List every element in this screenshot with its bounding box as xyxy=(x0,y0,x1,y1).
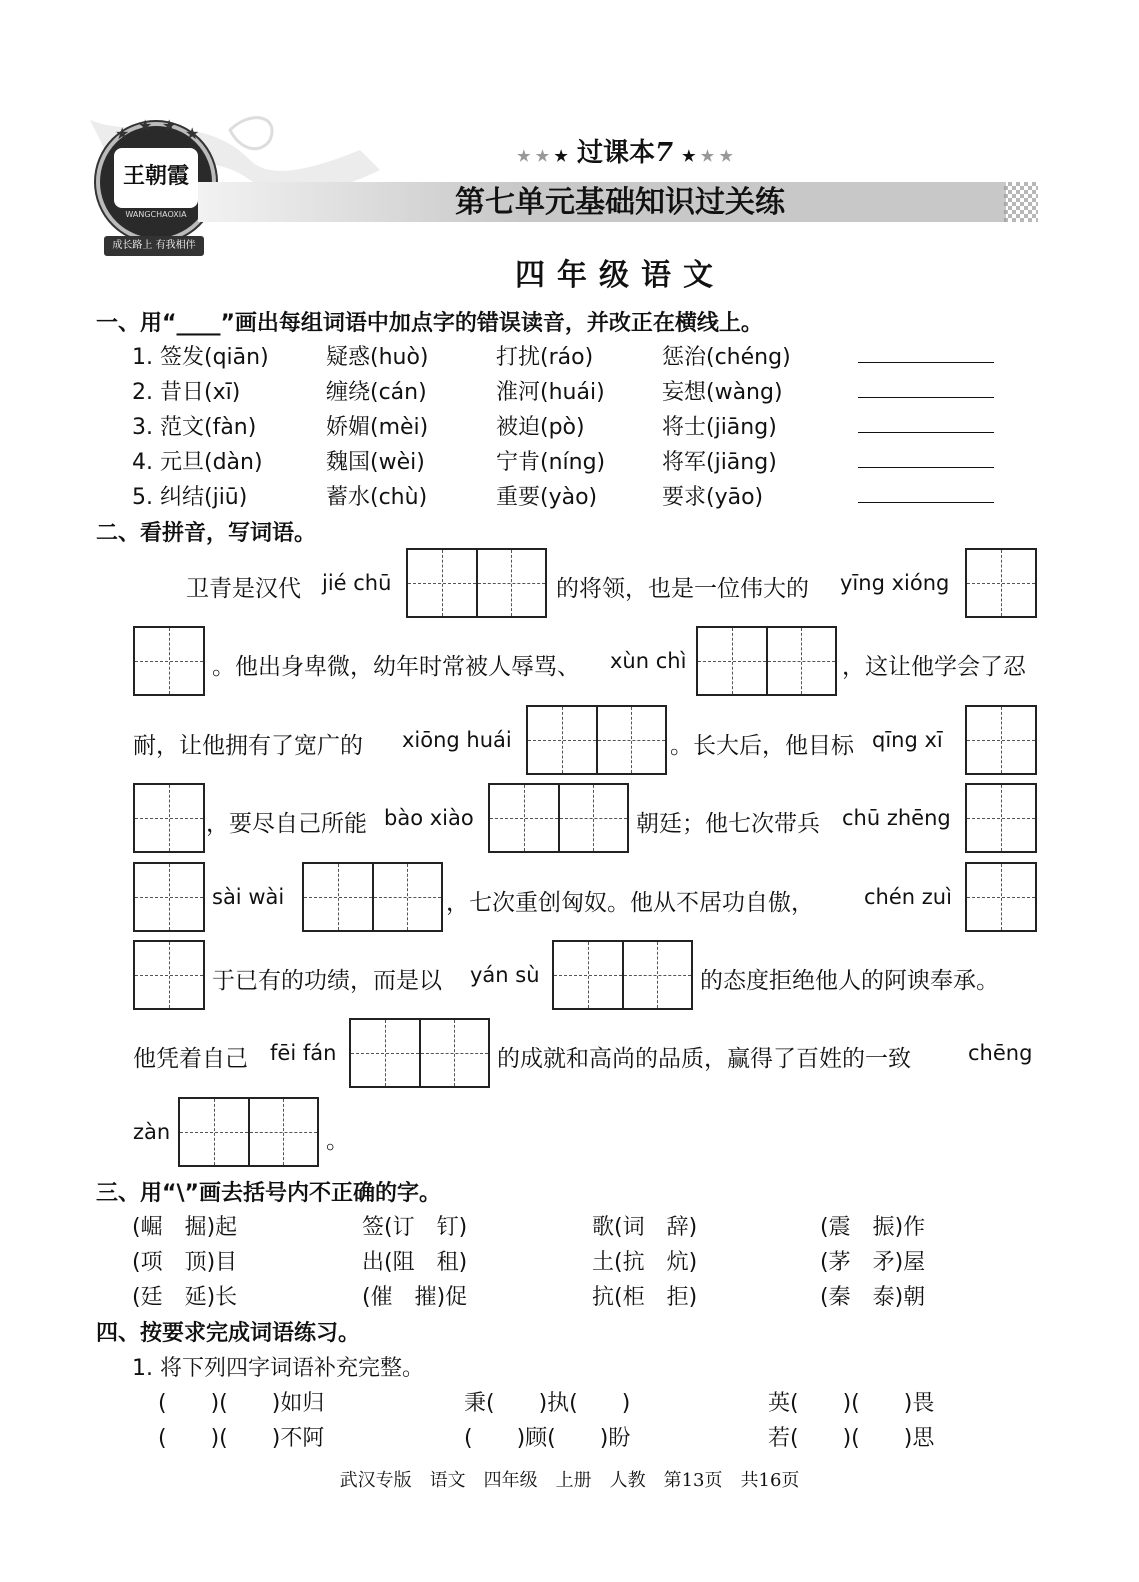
list-item: 秉( )执( ) xyxy=(464,1391,631,1416)
star-icon: ★ xyxy=(185,124,200,143)
list-item: 蓄水(chù) xyxy=(326,485,428,510)
section4-heading: 四、按要求完成词语练习。 xyxy=(96,1321,361,1346)
list-item: 3. 范文(fàn) xyxy=(132,415,257,440)
pinyin: qīng xī xyxy=(872,728,943,752)
passage-text: 的成就和高尚的品质，赢得了百姓的一致 xyxy=(497,1046,911,1072)
list-item: 重要(yào) xyxy=(496,485,598,510)
star-icon: ★ ★ xyxy=(695,147,733,165)
list-item: ( )( )不阿 xyxy=(158,1426,325,1451)
list-item: 淮河(huái) xyxy=(496,380,605,405)
writing-grid[interactable] xyxy=(965,705,1037,775)
list-item: (茅 矛)屋 xyxy=(820,1250,926,1275)
section3-heading: 三、用“\”画去括号内不正确的字。 xyxy=(96,1181,441,1206)
writing-grid[interactable] xyxy=(965,862,1037,932)
list-item: 若( )( )思 xyxy=(768,1426,935,1451)
writing-grid[interactable] xyxy=(406,548,547,618)
writing-grid[interactable] xyxy=(133,862,205,932)
writing-grid[interactable] xyxy=(526,705,667,775)
passage-text: ，七次重创匈奴。他从不居功自傲， xyxy=(446,890,814,916)
list-item: ( )( )如归 xyxy=(158,1391,325,1416)
pinyin: chū zhēng xyxy=(842,806,951,830)
list-item: (秦 泰)朝 xyxy=(820,1285,926,1310)
passage-text: 的态度拒绝他人的阿谀奉承。 xyxy=(700,968,999,994)
answer-line[interactable] xyxy=(858,362,994,363)
star-icon: ★ ★ xyxy=(517,147,555,165)
list-item: 1. 签发(qiān) xyxy=(132,345,269,370)
list-item: 抗(柜 拒) xyxy=(592,1285,698,1310)
passage-text: 卫青是汉代 xyxy=(186,576,301,602)
kicker-number: 7 xyxy=(654,138,674,168)
star-icon: ★ xyxy=(554,147,568,165)
pinyin: jié chū xyxy=(322,571,392,595)
list-item: 将士(jiāng) xyxy=(662,415,777,440)
list-item: 魏国(wèi) xyxy=(326,450,425,475)
answer-line[interactable] xyxy=(858,467,994,468)
writing-grid[interactable] xyxy=(552,940,693,1010)
grade-subtitle: 四年级语文 xyxy=(515,258,725,293)
star-icon: ★ xyxy=(682,147,696,165)
passage-text: 。 xyxy=(326,1128,349,1154)
passage-text: ，要尽自己所能 xyxy=(206,811,367,837)
passage-text: 于已有的功绩，而是以 xyxy=(212,968,442,994)
writing-grid[interactable] xyxy=(965,783,1037,853)
list-item: 签(订 钉) xyxy=(362,1215,468,1240)
page-footer: 武汉专版 语文 四年级 上册 人教 第13页 共16页 xyxy=(339,1470,800,1491)
list-item: 要求(yāo) xyxy=(662,485,764,510)
star-icon: ★ xyxy=(115,124,130,143)
list-item: 惩治(chéng) xyxy=(662,345,791,370)
pinyin: chén zuì xyxy=(864,885,952,909)
passage-text: 朝廷；他七次带兵 xyxy=(636,811,820,837)
writing-grid[interactable] xyxy=(133,940,205,1010)
logo-text: 王朝霞 xyxy=(114,148,198,208)
list-item: 被迫(pò) xyxy=(496,415,585,440)
writing-grid[interactable] xyxy=(488,783,629,853)
pinyin: yīng xióng xyxy=(840,571,950,595)
section1-heading: 一、用“____”画出每组词语中加点字的错误读音，并改正在横线上。 xyxy=(96,311,763,336)
list-item: ( )顾( )盼 xyxy=(464,1426,631,1451)
star-icon: ★ xyxy=(138,116,153,135)
list-item: 缠绕(cán) xyxy=(326,380,427,405)
pinyin: bào xiào xyxy=(384,806,474,830)
list-item: 将军(jiāng) xyxy=(662,450,777,475)
list-item: 娇媚(mèi) xyxy=(326,415,429,440)
lesson-kicker xyxy=(500,132,750,169)
pinyin: fēi fán xyxy=(270,1041,337,1065)
pinyin: xiōng huái xyxy=(402,728,512,752)
list-item: 2. 昔日(xī) xyxy=(132,380,241,405)
answer-line[interactable] xyxy=(858,432,994,433)
checker-decoration xyxy=(1004,182,1038,222)
writing-grid[interactable] xyxy=(302,862,443,932)
passage-text: 的将领，也是一位伟大的 xyxy=(556,576,809,602)
list-item: 疑惑(huò) xyxy=(326,345,429,370)
subquestion: 1. 将下列四字词语补充完整。 xyxy=(132,1356,424,1381)
pinyin: xùn chì xyxy=(610,649,687,673)
writing-grid[interactable] xyxy=(696,626,837,696)
list-item: (震 振)作 xyxy=(820,1215,926,1240)
star-icon: ★ xyxy=(162,116,177,135)
logo-banner: 成长路上 有我相伴 xyxy=(104,236,204,256)
logo-ring-text: WANGCHAOXIA xyxy=(125,210,187,219)
pinyin: sài wài xyxy=(212,885,285,909)
passage-text: 耐，让他拥有了宽广的 xyxy=(133,733,363,759)
kicker-label: 过课本 xyxy=(576,138,655,168)
pinyin: yán sù xyxy=(470,963,540,987)
list-item: 妄想(wàng) xyxy=(662,380,783,405)
passage-text: ，这让他学会了忍 xyxy=(842,654,1026,680)
list-item: 打扰(ráo) xyxy=(496,345,594,370)
list-item: (廷 延)长 xyxy=(132,1285,238,1310)
list-item: (崛 掘)起 xyxy=(132,1215,238,1240)
list-item: 英( )( )畏 xyxy=(768,1391,935,1416)
passage-text: 。他出身卑微，幼年时常被人辱骂、 xyxy=(212,654,580,680)
list-item: 宁肯(níng) xyxy=(496,450,606,475)
list-item: 土(抗 炕) xyxy=(592,1250,698,1275)
list-item: (项 顶)目 xyxy=(132,1250,238,1275)
pinyin: chēng xyxy=(968,1041,1033,1065)
answer-line[interactable] xyxy=(858,502,994,503)
passage-text: 他凭着自己 xyxy=(133,1046,248,1072)
page-title: 第七单元基础知识过关练 xyxy=(455,185,785,220)
list-item: 歌(词 辞) xyxy=(592,1215,698,1240)
answer-line[interactable] xyxy=(858,397,994,398)
writing-grid[interactable] xyxy=(349,1018,490,1088)
pinyin: zàn xyxy=(133,1120,171,1144)
writing-grid[interactable] xyxy=(178,1097,319,1167)
writing-grid[interactable] xyxy=(133,626,205,696)
list-item: 出(阻 租) xyxy=(362,1250,468,1275)
section2-heading: 二、看拼音，写词语。 xyxy=(96,521,317,546)
list-item: (催 摧)促 xyxy=(362,1285,468,1310)
writing-grid[interactable] xyxy=(133,783,205,853)
list-item: 4. 元旦(dàn) xyxy=(132,450,263,475)
list-item: 5. 纠结(jiū) xyxy=(132,485,248,510)
passage-text: 。长大后，他目标 xyxy=(670,733,854,759)
writing-grid[interactable] xyxy=(965,548,1037,618)
